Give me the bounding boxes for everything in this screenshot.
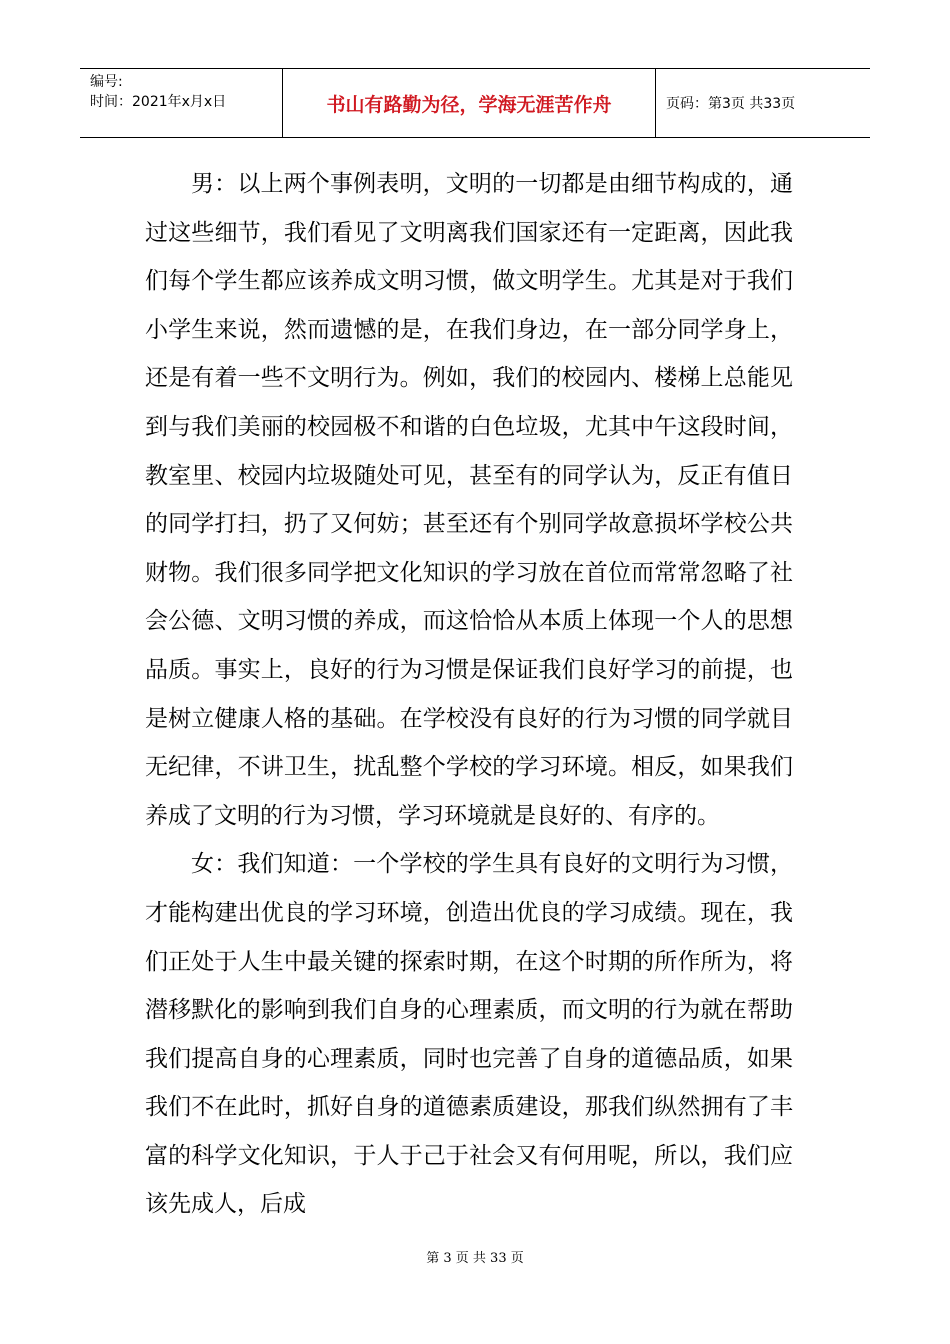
header-meta — [80, 69, 283, 137]
body-paragraph: 女：我们知道：一个学校的学生具有良好的文明行为习惯，才能构建出优良的学习环境，创造出优良的学习成绩。现在，我们正处于人生中最关键的探索时期，在这个时期的所作所为，将潜移默化的影响到我们自身的心理素质，而文明的行为就在帮助我们提高自身的心理素质，同时也完善了自身的道德品质，如果我们不在此时，抓好自身的道德素质建设，那我们纵然拥有了丰富的科学文化知识，于人于己于社会又有何用呢，所以，我们应该先成人，后成 — [145, 851, 793, 1218]
header-page-info: 页码：第3页 共33页 — [666, 96, 796, 112]
document-date: 时间：2021年x月x日 — [90, 94, 227, 110]
header-motto: 书山有路勤为径，学海无涯苦作舟 — [283, 69, 656, 137]
page-footer-number: 第 3 页 共 33 页 — [426, 1251, 524, 1266]
document-body — [145, 160, 793, 1229]
document-number-label: 编号: — [90, 74, 123, 90]
document-header — [80, 68, 870, 138]
body-paragraph: 男：以上两个事例表明，文明的一切都是由细节构成的，通过这些细节，我们看见了文明离我们国家还有一定距离，因此我们每个学生都应该养成文明习惯，做文明学生。尤其是对于我们小学生来说，然而遗憾的是，在我们身边，在一部分同学身上，还是有着一些不文明行为。例如，我们的校园内、楼梯上总能见到与我们美丽的校园极不和谐的白色垃圾，尤其中午这段时间，教室里、校园内垃圾随处可见，甚至有的同学认为，反正有值日的同学打扫，扔了又何妨；甚至还有个别同学故意损坏学校公共财物。我们很多同学把文化知识的学习放在首位而常常忽略了社会公德、文明习惯的养成，而这恰恰从本质上体现一个人的思想品质。事实上，良好的行为习惯是保证我们良好学习的前提，也是树立健康人格的基础。在学校没有良好的行为习惯的同学就目无纪律，不讲卫生，扰乱整个学校的学习环境。相反，如果我们养成了文明的行为习惯，学习环境就是良好的、有序的。 — [145, 171, 793, 829]
